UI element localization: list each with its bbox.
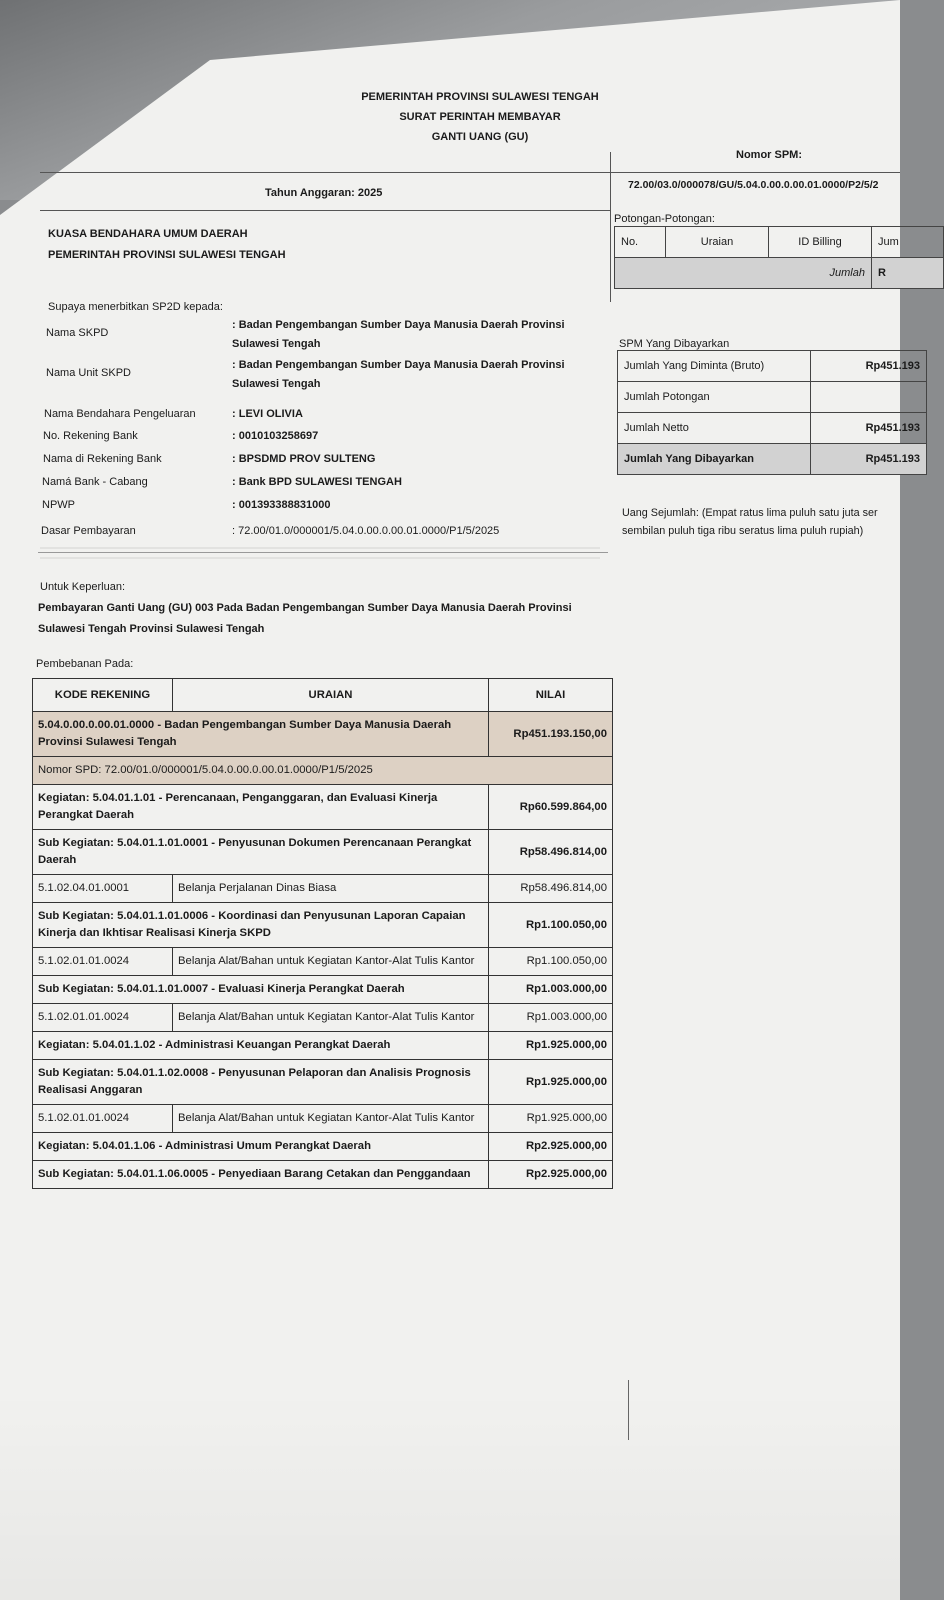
header-uraian: URAIAN (173, 679, 489, 712)
row-5-nilai: Rp1.003.000,00 (489, 976, 613, 1004)
spm-dibayarkan-title: SPM Yang Dibayarkan (619, 338, 730, 350)
table-row (33, 1105, 613, 1133)
value-dasar-pembayaran: : 72.00/01.0/000001/5.04.0.00.0.00.01.0000/P1/5/2025 (232, 525, 500, 537)
page-edge-line (628, 1380, 629, 1440)
header-line-3: GANTI UANG (GU) (431, 131, 529, 143)
potongan-label: Jumlah Potongan (618, 382, 811, 413)
row-6-nilai: Rp1.003.000,00 (489, 1004, 613, 1032)
watermark-lines (40, 540, 600, 570)
row-4-nilai: Rp1.100.050,00 (489, 948, 613, 976)
row-9-uraian: Belanja Alat/Bahan untuk Kegiatan Kantor-Alat Tulis Kantor (173, 1105, 489, 1133)
table-row (33, 830, 613, 875)
bruto-label: Jumlah Yang Diminta (Bruto) (618, 351, 811, 382)
row-7-nilai: Rp1.925.000,00 (489, 1032, 613, 1060)
paper-shadow (0, 1390, 900, 1600)
potongan-col-no: No. (615, 227, 666, 258)
keperluan-label: Untuk Keperluan: (40, 581, 125, 593)
table-row (33, 785, 613, 830)
table-row (33, 948, 613, 976)
row-11-nilai: Rp2.925.000,00 (489, 1161, 613, 1189)
label-npwp: NPWP (42, 499, 75, 511)
value-nama-skpd-2: Sulawesi Tengah (232, 338, 321, 350)
spd-row-text: Nomor SPD: 72.00/01.0/000001/5.04.0.00.0.00.01.0000/P1/5/2025 (33, 757, 613, 785)
row-3-text: Sub Kegiatan: 5.04.01.1.01.0006 - Koordinasi dan Penyusunan Laporan Capaian Kinerja dan Ikhtisar Realisasi Kinerja SKPD (33, 903, 489, 948)
row-1-text: Sub Kegiatan: 5.04.01.1.01.0001 - Penyusunan Dokumen Perencanaan Perangkat Daerah (33, 830, 489, 875)
row-3-nilai: Rp1.100.050,00 (489, 903, 613, 948)
skpd-row-nilai: Rp451.193.150,00 (489, 712, 613, 757)
tahun-separator (40, 210, 610, 211)
potongan-table (614, 226, 944, 289)
dibayarkan-value: Rp451.193 (811, 444, 927, 475)
spm-dibayarkan-wrap (617, 350, 920, 488)
kuasa-line-2: PEMERINTAH PROVINSI SULAWESI TENGAH (48, 249, 286, 261)
header-nilai: NILAI (489, 679, 613, 712)
value-bendahara: : LEVI OLIVIA (232, 408, 303, 420)
label-dasar-pembayaran: Dasar Pembayaran (41, 525, 136, 537)
value-nama-unit-skpd: : Badan Pengembangan Sumber Daya Manusia Daerah Provinsi (232, 359, 565, 371)
header-line-1: PEMERINTAH PROVINSI SULAWESI TENGAH (361, 91, 599, 103)
potongan-col-billing: ID Billing (769, 227, 872, 258)
label-nama-rekening: Nama di Rekening Bank (43, 453, 162, 465)
potongan-table-wrap (614, 226, 900, 302)
nomor-spm-value: 72.00/03.0/000078/GU/5.04.0.00.0.00.01.0000/P2/5/2 (628, 179, 879, 191)
potongan-value (811, 382, 927, 413)
row-2-kode: 5.1.02.04.01.0001 (33, 875, 173, 903)
potongan-title: Potongan-Potongan: (614, 213, 715, 225)
value-bank-cabang: : Bank BPD SULAWESI TENGAH (232, 476, 402, 488)
nomor-spm-label: Nomor SPM: (736, 149, 802, 161)
label-nama-unit-skpd: Nama Unit SKPD (46, 367, 131, 379)
row-6-uraian: Belanja Alat/Bahan untuk Kegiatan Kantor-Alat Tulis Kantor (173, 1004, 489, 1032)
uang-sejumlah-line-2: sembilan puluh tiga ribu seratus lima puluh rupiah) (622, 525, 864, 537)
bruto-value: Rp451.193 (811, 351, 927, 382)
spm-dibayarkan-table (617, 350, 927, 475)
netto-value: Rp451.193 (811, 413, 927, 444)
value-no-rekening: : 0010103258697 (232, 430, 319, 442)
row-0-nilai: Rp60.599.864,00 (489, 785, 613, 830)
table-row (33, 976, 613, 1004)
row-0-text: Kegiatan: 5.04.01.1.01 - Perencanaan, Penganggaran, dan Evaluasi Kinerja Perangkat Daerah (33, 785, 489, 830)
row-10-text: Kegiatan: 5.04.01.1.06 - Administrasi Umum Perangkat Daerah (33, 1133, 489, 1161)
label-bendahara: Nama Bendahara Pengeluaran (44, 408, 196, 420)
header-line-2: SURAT PERINTAH MEMBAYAR (399, 111, 561, 123)
potongan-total-label: Jumlah (615, 258, 872, 289)
value-nama-skpd: : Badan Pengembangan Sumber Daya Manusia Daerah Provinsi (232, 319, 565, 331)
row-2-uraian: Belanja Perjalanan Dinas Biasa (173, 875, 489, 903)
skpd-row-text: 5.04.0.00.0.00.01.0000 - Badan Pengembangan Sumber Daya Manusia Daerah Provinsi Sulawesi Tengah (33, 712, 489, 757)
value-nama-rekening: : BPSDMD PROV SULTENG (232, 453, 376, 465)
skpd-row (33, 712, 613, 757)
row-8-nilai: Rp1.925.000,00 (489, 1060, 613, 1105)
potongan-total-value: R (872, 258, 944, 289)
label-nama-skpd: Nama SKPD (46, 327, 109, 339)
header-separator (40, 172, 900, 173)
pembebanan-label: Pembebanan Pada: (36, 658, 134, 670)
potongan-col-uraian: Uraian (666, 227, 769, 258)
dibayarkan-label: Jumlah Yang Dibayarkan (618, 444, 811, 475)
row-4-uraian: Belanja Alat/Bahan untuk Kegiatan Kantor-Alat Tulis Kantor (173, 948, 489, 976)
row-8-text: Sub Kegiatan: 5.04.01.1.02.0008 - Penyusunan Pelaporan dan Analisis Prognosis Realisasi Anggaran (33, 1060, 489, 1105)
value-nama-unit-skpd-2: Sulawesi Tengah (232, 378, 321, 390)
table-row (33, 1004, 613, 1032)
row-6-kode: 5.1.02.01.01.0024 (33, 1004, 173, 1032)
vertical-divider (610, 152, 611, 302)
kuasa-line-1: KUASA BENDAHARA UMUM DAERAH (48, 228, 248, 240)
table-row (33, 1060, 613, 1105)
table-row (33, 1161, 613, 1189)
row-7-text: Kegiatan: 5.04.01.1.02 - Administrasi Keuangan Perangkat Daerah (33, 1032, 489, 1060)
row-2-nilai: Rp58.496.814,00 (489, 875, 613, 903)
keperluan-line-1: Pembayaran Ganti Uang (GU) 003 Pada Badan Pengembangan Sumber Daya Manusia Daerah Provinsi (38, 602, 572, 614)
row-5-text: Sub Kegiatan: 5.04.01.1.01.0007 - Evaluasi Kinerja Perangkat Daerah (33, 976, 489, 1004)
row-9-nilai: Rp1.925.000,00 (489, 1105, 613, 1133)
row-1-nilai: Rp58.496.814,00 (489, 830, 613, 875)
header-kode: KODE REKENING (33, 679, 173, 712)
table-row (33, 1032, 613, 1060)
row-11-text: Sub Kegiatan: 5.04.01.1.06.0005 - Penyediaan Barang Cetakan dan Penggandaan (33, 1161, 489, 1189)
tahun-anggaran: Tahun Anggaran: 2025 (265, 187, 383, 199)
pembebanan-table (32, 678, 613, 1189)
table-header (33, 679, 613, 712)
netto-label: Jumlah Netto (618, 413, 811, 444)
label-bank-cabang: Namá Bank - Cabang (42, 476, 148, 488)
potongan-col-jumlah: Jum (872, 227, 944, 258)
table-row (33, 903, 613, 948)
row-9-kode: 5.1.02.01.01.0024 (33, 1105, 173, 1133)
value-npwp: : 001393388831000 (232, 499, 331, 511)
table-row (33, 1133, 613, 1161)
table-row (33, 875, 613, 903)
penerima-intro: Supaya menerbitkan SP2D kepada: (48, 301, 223, 313)
keperluan-line-2: Sulawesi Tengah Provinsi Sulawesi Tengah (38, 623, 265, 635)
uang-sejumlah-line-1: Uang Sejumlah: (Empat ratus lima puluh satu juta ser (622, 507, 878, 519)
row-4-kode: 5.1.02.01.01.0024 (33, 948, 173, 976)
row-10-nilai: Rp2.925.000,00 (489, 1133, 613, 1161)
label-no-rekening: No. Rekening Bank (43, 430, 138, 442)
spd-row (33, 757, 613, 785)
